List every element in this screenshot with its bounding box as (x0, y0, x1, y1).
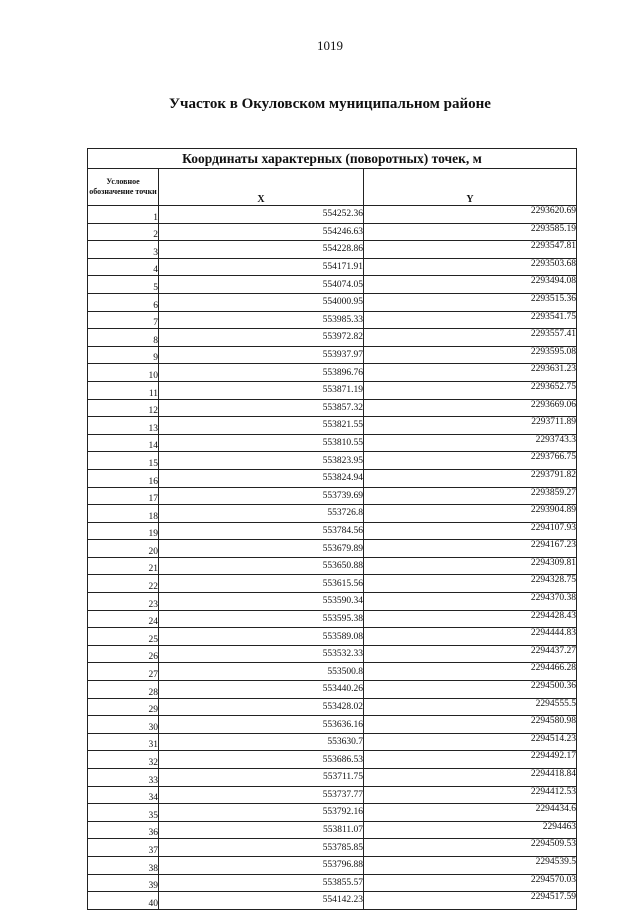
y-coordinate-cell: 2293494.08 (364, 276, 577, 294)
page-title: Участок в Окуловском муниципальном районе (169, 96, 491, 112)
table-row (88, 417, 577, 435)
table-row (88, 206, 577, 224)
table-row (88, 716, 577, 734)
table-caption-row (88, 149, 577, 169)
y-coordinate-cell: 2294167.23 (364, 540, 577, 558)
table-row (88, 645, 577, 663)
x-coordinate-cell: 554074.05 (159, 276, 364, 294)
y-coordinate-cell: 2293766.75 (364, 452, 577, 470)
table-row (88, 311, 577, 329)
x-coordinate-cell: 553500.8 (159, 663, 364, 681)
y-coordinate-cell: 2294514.23 (364, 733, 577, 751)
x-coordinate-cell: 553679.89 (159, 540, 364, 558)
x-column-header: X (159, 169, 364, 206)
y-coordinate-cell: 2293652.75 (364, 381, 577, 399)
y-coordinate-cell: 2293541.75 (364, 311, 577, 329)
point-number-cell: 27 (88, 663, 159, 681)
x-coordinate-cell: 553896.76 (159, 364, 364, 382)
point-number-cell: 32 (88, 751, 159, 769)
point-number-cell: 15 (88, 452, 159, 470)
table-row (88, 892, 577, 910)
y-coordinate-cell: 2294517.59 (364, 892, 577, 910)
y-coordinate-cell: 2294500.36 (364, 681, 577, 699)
table-row (88, 346, 577, 364)
table-row (88, 258, 577, 276)
point-number-cell: 12 (88, 399, 159, 417)
point-number-cell: 21 (88, 557, 159, 575)
y-coordinate-cell: 2294509.53 (364, 839, 577, 857)
point-number-cell: 10 (88, 364, 159, 382)
y-coordinate-cell: 2293503.68 (364, 258, 577, 276)
point-number-cell: 30 (88, 716, 159, 734)
point-number-cell: 36 (88, 821, 159, 839)
table-row (88, 505, 577, 523)
table-row (88, 540, 577, 558)
x-coordinate-cell: 553739.69 (159, 487, 364, 505)
y-coordinate-cell: 2293791.82 (364, 469, 577, 487)
y-coordinate-cell: 2294328.75 (364, 575, 577, 593)
table-row (88, 733, 577, 751)
table-row (88, 276, 577, 294)
y-coordinate-cell: 2294444.83 (364, 628, 577, 646)
point-number-cell: 5 (88, 276, 159, 294)
table-row (88, 399, 577, 417)
point-number-cell: 31 (88, 733, 159, 751)
table-row (88, 329, 577, 347)
table-row (88, 821, 577, 839)
table-row (88, 769, 577, 787)
point-number-cell: 14 (88, 434, 159, 452)
x-coordinate-cell: 553811.07 (159, 821, 364, 839)
table-row (88, 681, 577, 699)
point-number-cell: 17 (88, 487, 159, 505)
y-coordinate-cell: 2293631.23 (364, 364, 577, 382)
table-row (88, 786, 577, 804)
point-number-cell: 4 (88, 258, 159, 276)
x-coordinate-cell: 553650.88 (159, 557, 364, 575)
point-number-cell: 6 (88, 293, 159, 311)
table-row (88, 575, 577, 593)
x-coordinate-cell: 553796.88 (159, 856, 364, 874)
y-coordinate-cell: 2294570.03 (364, 874, 577, 892)
point-number-cell: 19 (88, 522, 159, 540)
point-number-cell: 34 (88, 786, 159, 804)
x-coordinate-cell: 553857.32 (159, 399, 364, 417)
point-number-cell: 7 (88, 311, 159, 329)
point-number-cell: 16 (88, 469, 159, 487)
point-number-cell: 37 (88, 839, 159, 857)
y-coordinate-cell: 2294370.38 (364, 593, 577, 611)
x-coordinate-cell: 553824.94 (159, 469, 364, 487)
x-coordinate-cell: 553590.34 (159, 593, 364, 611)
y-coordinate-cell: 2293557.41 (364, 329, 577, 347)
table-row (88, 751, 577, 769)
y-coordinate-cell: 2293859.27 (364, 487, 577, 505)
y-coordinate-cell: 2293743.3 (364, 434, 577, 452)
table-row (88, 241, 577, 259)
point-number-cell: 2 (88, 223, 159, 241)
table-row (88, 434, 577, 452)
x-coordinate-cell: 553589.08 (159, 628, 364, 646)
point-number-cell: 20 (88, 540, 159, 558)
y-column-header: Y (364, 169, 577, 206)
x-coordinate-cell: 553615.56 (159, 575, 364, 593)
point-number-cell: 38 (88, 856, 159, 874)
table-row (88, 469, 577, 487)
table-row (88, 804, 577, 822)
y-coordinate-cell: 2294437.27 (364, 645, 577, 663)
table-caption: Координаты характерных (поворотных) точек, м (88, 149, 577, 169)
point-number-cell: 18 (88, 505, 159, 523)
y-coordinate-cell: 2294580.98 (364, 716, 577, 734)
y-coordinate-cell: 2294412.53 (364, 786, 577, 804)
x-coordinate-cell: 553630.7 (159, 733, 364, 751)
point-number-cell: 23 (88, 593, 159, 611)
y-coordinate-cell: 2294539.5 (364, 856, 577, 874)
table-row (88, 839, 577, 857)
page-number: 1019 (317, 38, 343, 53)
x-coordinate-cell: 553821.55 (159, 417, 364, 435)
x-coordinate-cell: 553855.57 (159, 874, 364, 892)
y-coordinate-cell: 2293904.89 (364, 505, 577, 523)
point-number-cell: 11 (88, 381, 159, 399)
point-number-cell: 8 (88, 329, 159, 347)
y-coordinate-cell: 2293547.81 (364, 241, 577, 259)
x-coordinate-cell: 554000.95 (159, 293, 364, 311)
point-number-cell: 39 (88, 874, 159, 892)
table-row (88, 610, 577, 628)
table-row (88, 593, 577, 611)
x-coordinate-cell: 554142.23 (159, 892, 364, 910)
y-coordinate-cell: 2293595.08 (364, 346, 577, 364)
y-coordinate-cell: 2293515.36 (364, 293, 577, 311)
point-number-cell: 1 (88, 206, 159, 224)
point-number-cell: 28 (88, 681, 159, 699)
x-coordinate-cell: 553428.02 (159, 698, 364, 716)
x-coordinate-cell: 553985.33 (159, 311, 364, 329)
x-coordinate-cell: 553823.95 (159, 452, 364, 470)
table-row (88, 364, 577, 382)
x-coordinate-cell: 553937.97 (159, 346, 364, 364)
x-coordinate-cell: 553532.33 (159, 645, 364, 663)
x-coordinate-cell: 554171.91 (159, 258, 364, 276)
table-row (88, 628, 577, 646)
point-number-cell: 9 (88, 346, 159, 364)
coordinates-table (87, 148, 577, 910)
table-body (88, 206, 577, 910)
y-coordinate-cell: 2294492.17 (364, 751, 577, 769)
x-coordinate-cell: 553686.53 (159, 751, 364, 769)
point-number-cell: 3 (88, 241, 159, 259)
point-number-cell: 24 (88, 610, 159, 628)
x-coordinate-cell: 553972.82 (159, 329, 364, 347)
table-row (88, 856, 577, 874)
point-number-cell: 22 (88, 575, 159, 593)
x-coordinate-cell: 553595.38 (159, 610, 364, 628)
point-number-cell: 29 (88, 698, 159, 716)
x-coordinate-cell: 553636.16 (159, 716, 364, 734)
x-coordinate-cell: 554246.63 (159, 223, 364, 241)
table-row (88, 874, 577, 892)
point-number-cell: 13 (88, 417, 159, 435)
point-number-cell: 33 (88, 769, 159, 787)
table-row (88, 223, 577, 241)
x-coordinate-cell: 553871.19 (159, 381, 364, 399)
table-row (88, 293, 577, 311)
y-coordinate-cell: 2293711.89 (364, 417, 577, 435)
y-coordinate-cell: 2294428.43 (364, 610, 577, 628)
point-number-cell: 26 (88, 645, 159, 663)
table-row (88, 452, 577, 470)
x-coordinate-cell: 553784.56 (159, 522, 364, 540)
x-coordinate-cell: 553810.55 (159, 434, 364, 452)
y-coordinate-cell: 2294555.5 (364, 698, 577, 716)
x-coordinate-cell: 554228.86 (159, 241, 364, 259)
point-label-header: Условное обозначение точки (88, 169, 159, 206)
x-coordinate-cell: 553785.85 (159, 839, 364, 857)
y-coordinate-cell: 2293585.19 (364, 223, 577, 241)
x-coordinate-cell: 553726.8 (159, 505, 364, 523)
y-coordinate-cell: 2294418.84 (364, 769, 577, 787)
y-coordinate-cell: 2294434.6 (364, 804, 577, 822)
y-coordinate-cell: 2294466.28 (364, 663, 577, 681)
table-row (88, 698, 577, 716)
point-number-cell: 25 (88, 628, 159, 646)
point-number-cell: 35 (88, 804, 159, 822)
x-coordinate-cell: 553711.75 (159, 769, 364, 787)
table-row (88, 487, 577, 505)
table-row (88, 522, 577, 540)
x-coordinate-cell: 553440.26 (159, 681, 364, 699)
table-row (88, 381, 577, 399)
table-row (88, 557, 577, 575)
y-coordinate-cell: 2294463 (364, 821, 577, 839)
y-coordinate-cell: 2294107.93 (364, 522, 577, 540)
table-row (88, 663, 577, 681)
y-coordinate-cell: 2293620.69 (364, 206, 577, 224)
x-coordinate-cell: 554252.36 (159, 206, 364, 224)
point-number-cell: 40 (88, 892, 159, 910)
y-coordinate-cell: 2294309.81 (364, 557, 577, 575)
y-coordinate-cell: 2293669.06 (364, 399, 577, 417)
x-coordinate-cell: 553737.77 (159, 786, 364, 804)
x-coordinate-cell: 553792.16 (159, 804, 364, 822)
table-header-row (88, 169, 577, 206)
